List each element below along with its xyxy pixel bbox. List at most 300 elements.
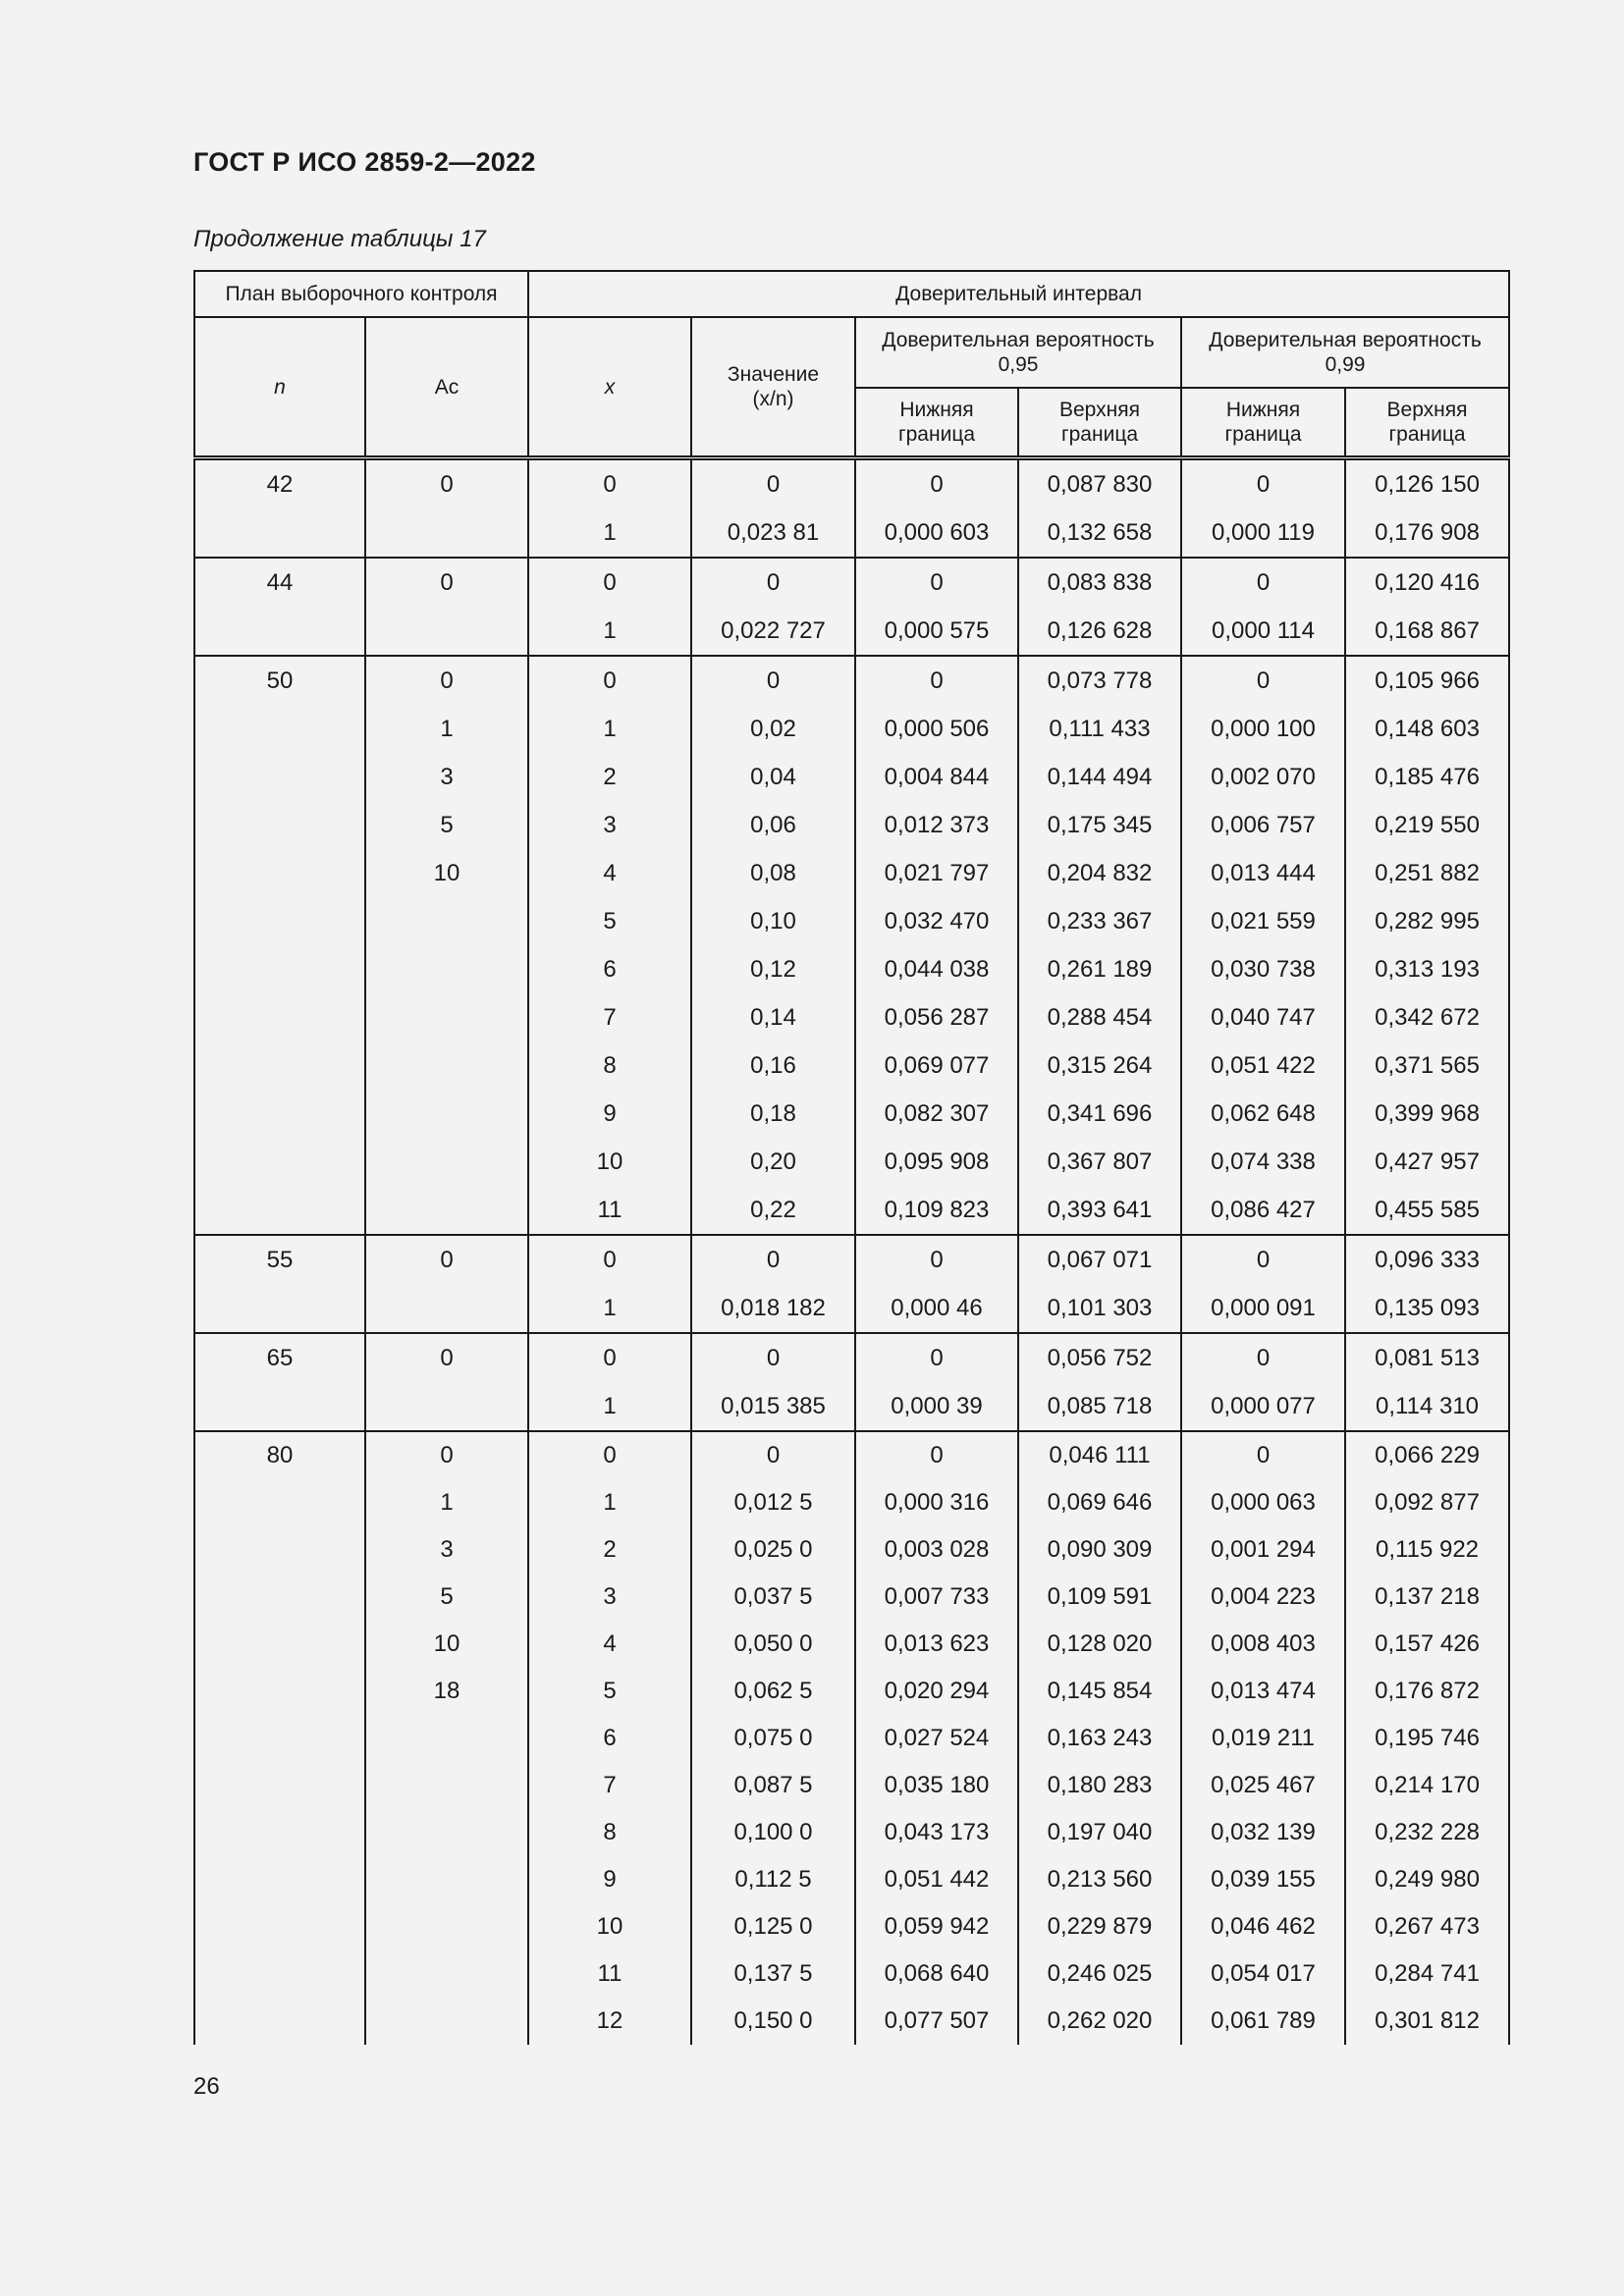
cell-upper-95: 0,069 646 (1018, 1479, 1181, 1526)
cell-lower-95: 0,068 640 (855, 1950, 1018, 1998)
cell-value: 0,06 (691, 801, 855, 849)
cell-value: 0,050 0 (691, 1621, 855, 1668)
cell-upper-99: 0,081 513 (1345, 1333, 1509, 1382)
cell-lower-99: 0 (1181, 1431, 1345, 1479)
table-row (194, 1998, 1509, 2045)
cell-x: 8 (528, 1041, 691, 1090)
cell-value: 0,087 5 (691, 1762, 855, 1809)
cell-n (194, 1138, 365, 1186)
table-row (194, 656, 1509, 705)
cell-n: 42 (194, 458, 365, 509)
cell-n: 55 (194, 1235, 365, 1284)
cell-value: 0,16 (691, 1041, 855, 1090)
cell-lower-99: 0 (1181, 558, 1345, 607)
cell-value: 0 (691, 458, 855, 509)
cell-x: 6 (528, 945, 691, 993)
cell-upper-99: 0,092 877 (1345, 1479, 1509, 1526)
header-n: n (194, 317, 365, 458)
cell-lower-95: 0,082 307 (855, 1090, 1018, 1138)
cell-lower-99: 0,000 119 (1181, 508, 1345, 558)
cell-value: 0,08 (691, 849, 855, 897)
cell-value: 0,14 (691, 993, 855, 1041)
cell-lower-95: 0,032 470 (855, 897, 1018, 945)
cell-value: 0,150 0 (691, 1998, 855, 2045)
cell-upper-99: 0,371 565 (1345, 1041, 1509, 1090)
cell-n (194, 1382, 365, 1431)
cell-n: 65 (194, 1333, 365, 1382)
cell-upper-99: 0,342 672 (1345, 993, 1509, 1041)
cell-n (194, 1479, 365, 1526)
cell-upper-99: 0,126 150 (1345, 458, 1509, 509)
cell-ac (365, 1856, 528, 1903)
cell-ac (365, 1138, 528, 1186)
cell-n (194, 1903, 365, 1950)
cell-x: 2 (528, 1526, 691, 1574)
table-row (194, 753, 1509, 801)
cell-ac: 0 (365, 656, 528, 705)
header-value-formula: (x/n) (752, 388, 794, 410)
cell-upper-99: 0,214 170 (1345, 1762, 1509, 1809)
cell-value: 0,100 0 (691, 1809, 855, 1856)
table-row (194, 508, 1509, 558)
cell-n: 44 (194, 558, 365, 607)
cell-ac: 1 (365, 705, 528, 753)
cell-lower-99: 0,062 648 (1181, 1090, 1345, 1138)
cell-value: 0,023 81 (691, 508, 855, 558)
cell-lower-99: 0,001 294 (1181, 1526, 1345, 1574)
cell-ac (365, 945, 528, 993)
cell-upper-95: 0,204 832 (1018, 849, 1181, 897)
cell-upper-95: 0,046 111 (1018, 1431, 1181, 1479)
table-row (194, 1186, 1509, 1235)
table-row (194, 1431, 1509, 1479)
cell-value: 0,20 (691, 1138, 855, 1186)
cell-lower-99: 0,039 155 (1181, 1856, 1345, 1903)
cell-x: 10 (528, 1903, 691, 1950)
document-code: ГОСТ Р ИСО 2859-2—2022 (193, 147, 536, 177)
cell-lower-95: 0 (855, 656, 1018, 705)
cell-upper-95: 0,109 591 (1018, 1574, 1181, 1621)
cell-x: 1 (528, 1284, 691, 1333)
cell-lower-95: 0,021 797 (855, 849, 1018, 897)
cell-upper-99: 0,313 193 (1345, 945, 1509, 993)
cell-lower-95: 0 (855, 558, 1018, 607)
cell-upper-99: 0,176 872 (1345, 1668, 1509, 1715)
cell-lower-95: 0,004 844 (855, 753, 1018, 801)
cell-lower-95: 0,051 442 (855, 1856, 1018, 1903)
cell-lower-95: 0,000 575 (855, 607, 1018, 656)
cell-lower-95: 0,109 823 (855, 1186, 1018, 1235)
table-row (194, 1903, 1509, 1950)
cell-value: 0,022 727 (691, 607, 855, 656)
cell-upper-99: 0,301 812 (1345, 1998, 1509, 2045)
cell-upper-99: 0,249 980 (1345, 1856, 1509, 1903)
table-row (194, 1090, 1509, 1138)
cell-n: 50 (194, 656, 365, 705)
header-upper-95: Верхняя граница (1018, 388, 1181, 458)
cell-n (194, 1090, 365, 1138)
cell-n (194, 1186, 365, 1235)
cell-value: 0,10 (691, 897, 855, 945)
cell-x: 9 (528, 1856, 691, 1903)
cell-n (194, 1856, 365, 1903)
cell-x: 0 (528, 458, 691, 509)
cell-lower-99: 0,000 077 (1181, 1382, 1345, 1431)
cell-value: 0,12 (691, 945, 855, 993)
table-row (194, 1333, 1509, 1382)
header-upper-99: Верхняя граница (1345, 388, 1509, 458)
table-row (194, 1235, 1509, 1284)
cell-upper-95: 0,128 020 (1018, 1621, 1181, 1668)
cell-ac: 3 (365, 1526, 528, 1574)
cell-x: 0 (528, 1431, 691, 1479)
cell-lower-99: 0,054 017 (1181, 1950, 1345, 1998)
cell-x: 0 (528, 1235, 691, 1284)
cell-ac: 5 (365, 801, 528, 849)
cell-lower-99: 0 (1181, 1333, 1345, 1382)
cell-lower-95: 0,095 908 (855, 1138, 1018, 1186)
cell-upper-95: 0,056 752 (1018, 1333, 1181, 1382)
cell-lower-99: 0,000 063 (1181, 1479, 1345, 1526)
cell-upper-99: 0,176 908 (1345, 508, 1509, 558)
cell-lower-95: 0 (855, 1333, 1018, 1382)
cell-n (194, 1041, 365, 1090)
table-row (194, 945, 1509, 993)
table-row (194, 993, 1509, 1041)
cell-n (194, 753, 365, 801)
cell-upper-95: 0,101 303 (1018, 1284, 1181, 1333)
cell-lower-99: 0,040 747 (1181, 993, 1345, 1041)
cell-ac (365, 1950, 528, 1998)
cell-upper-99: 0,137 218 (1345, 1574, 1509, 1621)
cell-value: 0,18 (691, 1090, 855, 1138)
cell-x: 3 (528, 1574, 691, 1621)
cell-ac: 0 (365, 1431, 528, 1479)
cell-lower-99: 0,025 467 (1181, 1762, 1345, 1809)
cell-value: 0,012 5 (691, 1479, 855, 1526)
cell-lower-95: 0,056 287 (855, 993, 1018, 1041)
cell-ac (365, 1998, 528, 2045)
cell-x: 1 (528, 705, 691, 753)
cell-lower-99: 0 (1181, 656, 1345, 705)
cell-n (194, 1621, 365, 1668)
cell-upper-99: 0,115 922 (1345, 1526, 1509, 1574)
confidence-interval-table (193, 270, 1510, 2045)
cell-value: 0,22 (691, 1186, 855, 1235)
table-caption: Продолжение таблицы 17 (193, 226, 486, 252)
cell-ac (365, 607, 528, 656)
table-row (194, 705, 1509, 753)
cell-ac: 0 (365, 458, 528, 509)
cell-value: 0,025 0 (691, 1526, 855, 1574)
cell-upper-99: 0,114 310 (1345, 1382, 1509, 1431)
cell-upper-99: 0,148 603 (1345, 705, 1509, 753)
table-body (194, 458, 1509, 2046)
cell-upper-99: 0,455 585 (1345, 1186, 1509, 1235)
header-sampling-plan: План выборочного контроля (194, 271, 528, 317)
cell-value: 0 (691, 656, 855, 705)
cell-upper-99: 0,427 957 (1345, 1138, 1509, 1186)
cell-upper-95: 0,246 025 (1018, 1950, 1181, 1998)
cell-upper-95: 0,085 718 (1018, 1382, 1181, 1431)
cell-n: 80 (194, 1431, 365, 1479)
header-confidence-interval: Доверительный интервал (528, 271, 1509, 317)
cell-lower-95: 0,003 028 (855, 1526, 1018, 1574)
table-row (194, 1809, 1509, 1856)
cell-lower-99: 0,000 091 (1181, 1284, 1345, 1333)
cell-ac: 0 (365, 1333, 528, 1382)
cell-upper-99: 0,066 229 (1345, 1431, 1509, 1479)
cell-upper-95: 0,090 309 (1018, 1526, 1181, 1574)
cell-x: 1 (528, 508, 691, 558)
cell-upper-95: 0,132 658 (1018, 508, 1181, 558)
cell-ac: 18 (365, 1668, 528, 1715)
cell-upper-99: 0,135 093 (1345, 1284, 1509, 1333)
cell-value: 0,137 5 (691, 1950, 855, 1998)
table-row (194, 897, 1509, 945)
cell-n (194, 849, 365, 897)
cell-lower-99: 0,013 474 (1181, 1668, 1345, 1715)
cell-upper-99: 0,232 228 (1345, 1809, 1509, 1856)
cell-upper-95: 0,145 854 (1018, 1668, 1181, 1715)
cell-ac (365, 1762, 528, 1809)
header-probability-95: Доверительная вероятность 0,95 (855, 317, 1181, 388)
cell-value: 0 (691, 1235, 855, 1284)
cell-lower-99: 0,021 559 (1181, 897, 1345, 945)
header-lower-99: Нижняя граница (1181, 388, 1345, 458)
cell-n (194, 993, 365, 1041)
cell-lower-99: 0,086 427 (1181, 1186, 1345, 1235)
cell-ac: 3 (365, 753, 528, 801)
cell-value: 0,112 5 (691, 1856, 855, 1903)
cell-lower-99: 0,019 211 (1181, 1715, 1345, 1762)
table-row (194, 607, 1509, 656)
cell-x: 10 (528, 1138, 691, 1186)
table-row (194, 558, 1509, 607)
cell-upper-99: 0,399 968 (1345, 1090, 1509, 1138)
cell-upper-95: 0,073 778 (1018, 656, 1181, 705)
cell-upper-95: 0,163 243 (1018, 1715, 1181, 1762)
table-row (194, 1284, 1509, 1333)
cell-upper-99: 0,284 741 (1345, 1950, 1509, 1998)
cell-ac (365, 508, 528, 558)
cell-upper-95: 0,111 433 (1018, 705, 1181, 753)
cell-x: 0 (528, 656, 691, 705)
cell-value: 0,018 182 (691, 1284, 855, 1333)
table-row (194, 1762, 1509, 1809)
cell-upper-99: 0,195 746 (1345, 1715, 1509, 1762)
cell-upper-95: 0,393 641 (1018, 1186, 1181, 1235)
cell-lower-99: 0,000 100 (1181, 705, 1345, 753)
cell-n (194, 945, 365, 993)
cell-lower-95: 0,012 373 (855, 801, 1018, 849)
cell-x: 11 (528, 1950, 691, 1998)
cell-x: 1 (528, 607, 691, 656)
header-x: x (528, 317, 691, 458)
cell-upper-95: 0,262 020 (1018, 1998, 1181, 2045)
cell-n (194, 1809, 365, 1856)
table-row (194, 1479, 1509, 1526)
cell-value: 0,062 5 (691, 1668, 855, 1715)
cell-x: 4 (528, 1621, 691, 1668)
table-row (194, 1856, 1509, 1903)
cell-upper-95: 0,126 628 (1018, 607, 1181, 656)
cell-lower-99: 0,004 223 (1181, 1574, 1345, 1621)
table-row (194, 1621, 1509, 1668)
table-row (194, 1950, 1509, 1998)
cell-lower-99: 0 (1181, 458, 1345, 509)
cell-lower-95: 0,059 942 (855, 1903, 1018, 1950)
cell-value: 0 (691, 1333, 855, 1382)
cell-x: 12 (528, 1998, 691, 2045)
cell-upper-99: 0,185 476 (1345, 753, 1509, 801)
cell-ac (365, 1382, 528, 1431)
cell-upper-95: 0,175 345 (1018, 801, 1181, 849)
cell-ac: 10 (365, 1621, 528, 1668)
cell-upper-95: 0,213 560 (1018, 1856, 1181, 1903)
cell-lower-99: 0,013 444 (1181, 849, 1345, 897)
cell-lower-99: 0,046 462 (1181, 1903, 1345, 1950)
cell-upper-99: 0,157 426 (1345, 1621, 1509, 1668)
cell-lower-95: 0,000 603 (855, 508, 1018, 558)
cell-x: 4 (528, 849, 691, 897)
page-number: 26 (193, 2073, 220, 2100)
cell-upper-95: 0,067 071 (1018, 1235, 1181, 1284)
cell-lower-99: 0,002 070 (1181, 753, 1345, 801)
cell-ac (365, 1715, 528, 1762)
cell-value: 0,075 0 (691, 1715, 855, 1762)
cell-ac (365, 1186, 528, 1235)
header-ac: Ac (365, 317, 528, 458)
cell-value: 0,02 (691, 705, 855, 753)
table-row (194, 1715, 1509, 1762)
cell-lower-95: 0 (855, 1431, 1018, 1479)
table-row (194, 1138, 1509, 1186)
cell-lower-99: 0,061 789 (1181, 1998, 1345, 2045)
cell-n (194, 1526, 365, 1574)
cell-n (194, 1762, 365, 1809)
cell-n (194, 801, 365, 849)
cell-upper-95: 0,233 367 (1018, 897, 1181, 945)
cell-x: 5 (528, 897, 691, 945)
cell-lower-95: 0,035 180 (855, 1762, 1018, 1809)
cell-n (194, 508, 365, 558)
cell-ac: 5 (365, 1574, 528, 1621)
cell-lower-95: 0,000 316 (855, 1479, 1018, 1526)
cell-upper-99: 0,168 867 (1345, 607, 1509, 656)
cell-x: 1 (528, 1479, 691, 1526)
cell-ac: 0 (365, 558, 528, 607)
table-row (194, 1041, 1509, 1090)
table-row (194, 801, 1509, 849)
cell-lower-99: 0,051 422 (1181, 1041, 1345, 1090)
cell-ac (365, 1090, 528, 1138)
cell-upper-99: 0,267 473 (1345, 1903, 1509, 1950)
cell-value: 0,125 0 (691, 1903, 855, 1950)
header-lower-95: Нижняя граница (855, 388, 1018, 458)
cell-n (194, 1998, 365, 2045)
cell-lower-95: 0,020 294 (855, 1668, 1018, 1715)
cell-upper-95: 0,288 454 (1018, 993, 1181, 1041)
cell-lower-95: 0,044 038 (855, 945, 1018, 993)
cell-x: 3 (528, 801, 691, 849)
cell-ac (365, 897, 528, 945)
cell-ac (365, 1041, 528, 1090)
cell-upper-99: 0,105 966 (1345, 656, 1509, 705)
cell-x: 0 (528, 1333, 691, 1382)
header-value-label: Значение (727, 363, 820, 386)
cell-ac: 0 (365, 1235, 528, 1284)
cell-ac (365, 1284, 528, 1333)
cell-x: 6 (528, 1715, 691, 1762)
cell-value: 0,015 385 (691, 1382, 855, 1431)
cell-x: 5 (528, 1668, 691, 1715)
table-row (194, 1382, 1509, 1431)
cell-value: 0,037 5 (691, 1574, 855, 1621)
table-row (194, 1668, 1509, 1715)
cell-upper-95: 0,315 264 (1018, 1041, 1181, 1090)
cell-value: 0 (691, 1431, 855, 1479)
cell-n (194, 1574, 365, 1621)
cell-x: 8 (528, 1809, 691, 1856)
cell-lower-99: 0,000 114 (1181, 607, 1345, 656)
cell-ac (365, 1809, 528, 1856)
cell-upper-95: 0,229 879 (1018, 1903, 1181, 1950)
cell-lower-99: 0 (1181, 1235, 1345, 1284)
cell-ac: 1 (365, 1479, 528, 1526)
cell-ac (365, 1903, 528, 1950)
cell-lower-95: 0,000 39 (855, 1382, 1018, 1431)
cell-upper-99: 0,096 333 (1345, 1235, 1509, 1284)
cell-x: 2 (528, 753, 691, 801)
cell-upper-95: 0,341 696 (1018, 1090, 1181, 1138)
cell-x: 7 (528, 1762, 691, 1809)
cell-value: 0,04 (691, 753, 855, 801)
cell-upper-95: 0,144 494 (1018, 753, 1181, 801)
cell-lower-99: 0,006 757 (1181, 801, 1345, 849)
cell-upper-99: 0,219 550 (1345, 801, 1509, 849)
cell-n (194, 607, 365, 656)
cell-n (194, 705, 365, 753)
cell-lower-95: 0 (855, 458, 1018, 509)
cell-ac (365, 993, 528, 1041)
cell-lower-95: 0,069 077 (855, 1041, 1018, 1090)
cell-n (194, 897, 365, 945)
cell-lower-95: 0,007 733 (855, 1574, 1018, 1621)
cell-lower-99: 0,032 139 (1181, 1809, 1345, 1856)
cell-n (194, 1950, 365, 1998)
cell-upper-99: 0,282 995 (1345, 897, 1509, 945)
cell-lower-95: 0,000 506 (855, 705, 1018, 753)
cell-upper-95: 0,180 283 (1018, 1762, 1181, 1809)
cell-upper-95: 0,367 807 (1018, 1138, 1181, 1186)
cell-upper-95: 0,197 040 (1018, 1809, 1181, 1856)
cell-x: 11 (528, 1186, 691, 1235)
cell-upper-99: 0,251 882 (1345, 849, 1509, 897)
cell-x: 9 (528, 1090, 691, 1138)
cell-x: 0 (528, 558, 691, 607)
table-row (194, 849, 1509, 897)
cell-lower-95: 0,000 46 (855, 1284, 1018, 1333)
table-row (194, 1526, 1509, 1574)
cell-lower-99: 0,008 403 (1181, 1621, 1345, 1668)
cell-lower-95: 0,043 173 (855, 1809, 1018, 1856)
cell-lower-99: 0,074 338 (1181, 1138, 1345, 1186)
cell-lower-95: 0 (855, 1235, 1018, 1284)
cell-x: 7 (528, 993, 691, 1041)
cell-x: 1 (528, 1382, 691, 1431)
cell-n (194, 1715, 365, 1762)
